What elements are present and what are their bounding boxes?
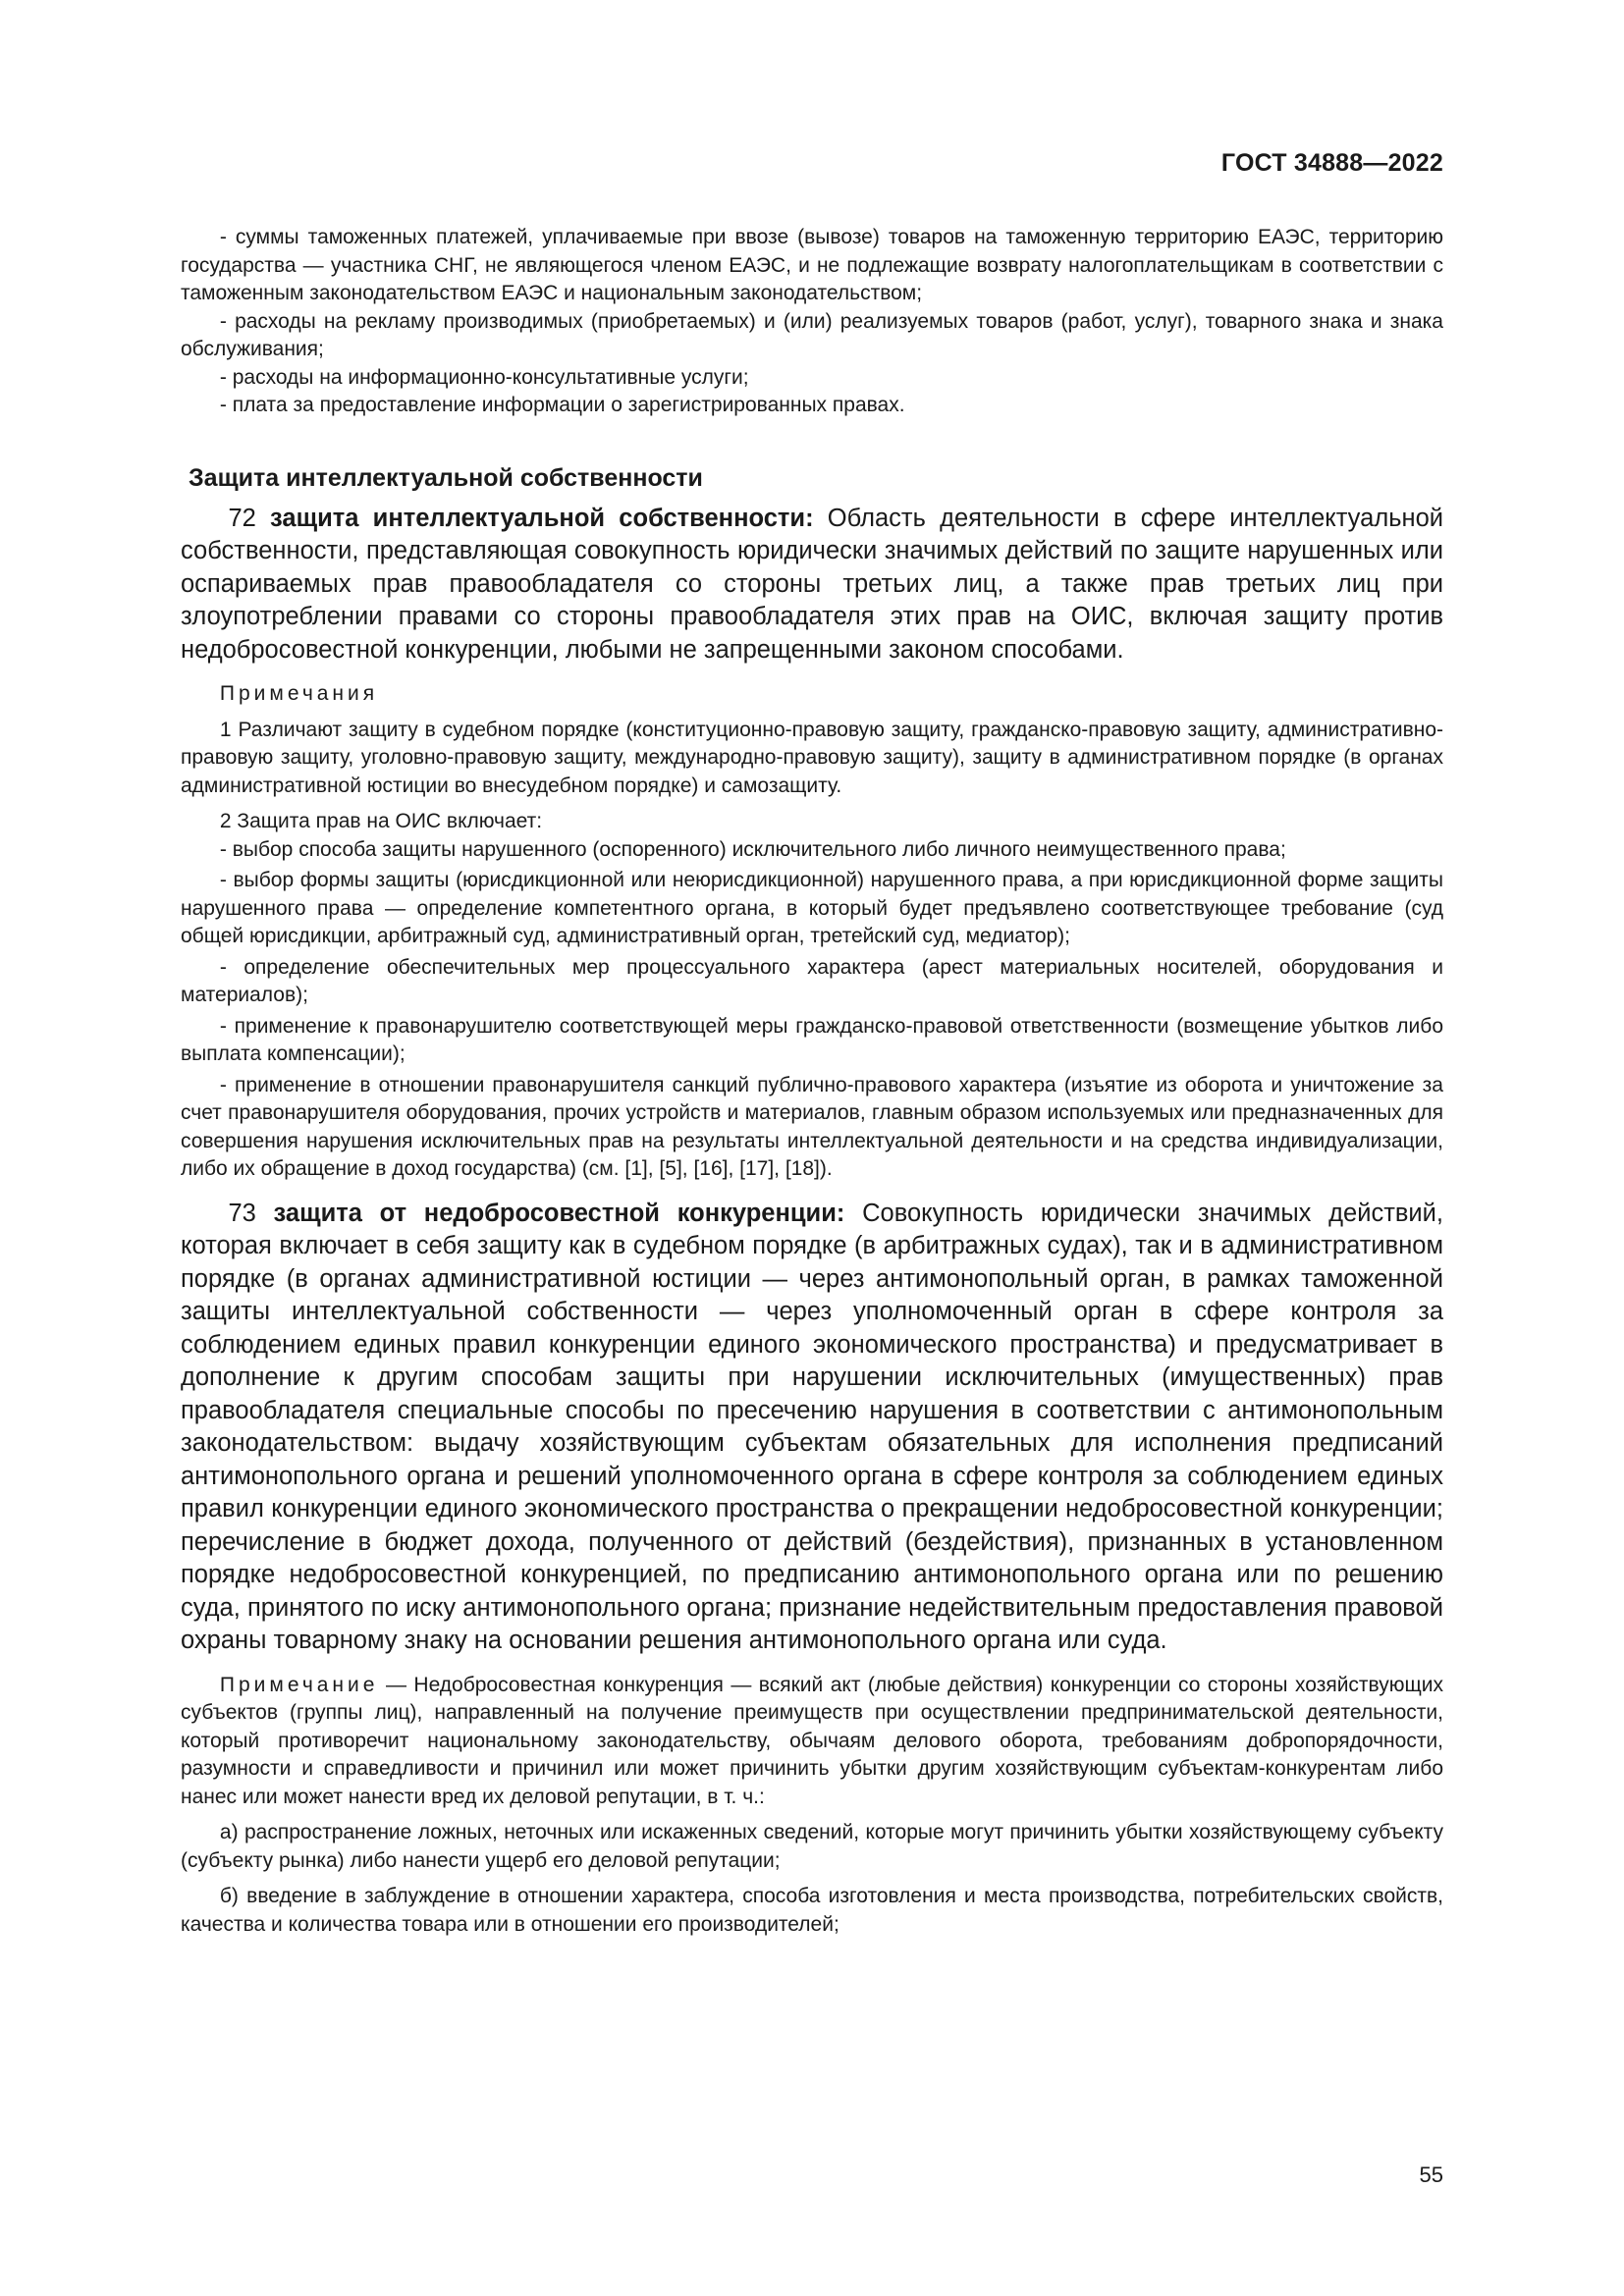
intro-item-information-fee: - плата за предоставление информации о зарегистрированных правах. [219,394,905,416]
term-72-definition: Область деятельности в сфере интеллектуальной собственности, представляющая совокупность юридически значимых действий по защите нарушенных или оспариваемых прав правообладателя со стороны третьих лиц, а также прав третьих лиц при злоупотреблении правами со стороны правообладателя этих прав на ОИС, включая защиту против недобросовестной конкуренции, любыми не запрещенными законом способами. [181,504,1443,664]
intro-item-customs: - суммы таможенных платежей, уплачиваемые при ввозе (вывозе) товаров на таможенную территорию ЕАЭС, территорию государства — участника СНГ, не являющегося членом ЕАЭС, и не подлежащие возврату налогоплательщикам в соответствии с таможенным законодательством ЕАЭС и национальным законодательством; [181,226,1443,304]
note-73-text: — Недобросовестная конкуренция — всякий акт (любые действия) конкуренции со стороны хозяйствующих субъектов (группы лиц), направленный на получение преимуществ при осуществлении предпринимательской деятельности, который противоречит национальному законодательству, обычаям делового оборота, требованиям добропорядочности, разумности и справедливости и причинил или может причинить убытки другим хозяйствующим субъектам-конкурентам либо нанес или может нанести вред их деловой репутации, в т. ч.: [181,1673,1443,1808]
intro-item-advertising: - расходы на рекламу производимых (приобретаемых) и (или) реализуемых товаров (работ, услуг), товарного знака и знака обслуживания; [181,309,1443,360]
notes-72-item: - выбор способа защиты нарушенного (оспоренного) исключительного либо личного неимущественного права; [219,837,1286,861]
intro-list [181,224,1443,420]
note-73-item-b: б) введение в заблуждение в отношении характера, способа изготовления и места производства, потребительских свойств, качества и количества товара или в отношении его производителей; [181,1885,1443,1936]
term-72-title: защита интеллектуальной собственности: [270,504,814,532]
notes-72-label: Примечания [219,682,379,705]
note-73-item-a: а) распространение ложных, неточных или искаженных сведений, которые могут причинить убытки хозяйствующему субъекту (субъекту рынка) либо нанести ущерб его деловой репутации; [181,1821,1443,1872]
notes-72-item: - применение в отношении правонарушителя санкций публично-правового характера (изъятие из оборота и уничтожение за счет правонарушителя оборудования, прочих устройств и материалов, главным образом используемых или предназначенных для совершения нарушения исключительных прав на результаты интеллектуальной деятельности и на средства индивидуализации, либо их обращение в доход государства) (см. [1], [5], [16], [17], [18]). [181,1073,1443,1180]
page-number: 55 [1419,2163,1443,2187]
notes-72-item: - применение к правонарушителю соответствующей меры гражданско-правовой ответственности (возмещение убытков либо выплата компенсации); [181,1014,1443,1065]
document-code: ГОСТ 34888—2022 [1220,149,1443,177]
term-73-number: 73 [228,1199,256,1227]
notes-72-item: - выбор формы защиты (юрисдикционной или неюрисдикционной) нарушенного права, а при юрисдикционной форме защиты нарушенного права — определение компетентного органа, в который будет предъявлено соответствующее требование (суд общей юрисдикции, арбитражный суд, административный орган, третейский суд, медиатор); [181,869,1443,947]
page-content [181,224,1443,1939]
section-heading: Защита интеллектуальной собственности [189,463,703,492]
term-73-definition: Совокупность юридически значимых действий, которая включает в себя защиту как в судебном порядке (в арбитражных судах), так и в административном порядке (в органах административной юстиции — через антимонопольный орган, в рамках таможенной защиты интеллектуальной собственности — через уполномоченный орган в сфере контроля за соблюдением единых правил конкуренции единого экономического пространства) и предусматривает в дополнение к другим способам защиты при нарушении исключительных (имущественных) прав правообладателя специальные способы по пресечению нарушения в соответствии с антимонопольным законодательством: выдачу хозяйствующим субъектам обязательных для исполнения предписаний антимонопольного органа и решений уполномоченного органа в сфере контроля за соблюдением единых правил конкуренции единого экономического пространства о прекращении недобросовестной конкуренции; перечисление в бюджет дохода, полученного от действий (бездействия), признанных в установленном порядке недобросовестной конкуренцией, по предписанию антимонопольного органа или по решению суда, принятого по иску антимонопольного органа; признание недействительным предоставления правовой охраны товарному знаку на основании решения антимонопольного органа или суда. [181,1199,1443,1654]
note-73-label: Примечание [219,1673,379,1696]
term-72 [181,503,1443,667]
term-73-title: защита от недобросовестной конкуренции: [273,1199,845,1227]
notes-72-item: - определение обеспечительных мер процессуального характера (арест материальных носителей, оборудования и материалов); [181,955,1443,1006]
note-73 [181,1672,1443,1812]
notes-72-note-1: 1 Различают защиту в судебном порядке (конституционно-правовую защиту, гражданско-правовую защиту, административно-правовую защиту, уголовно-правовую защиту, международно-правовую защиту), защиту в административном порядке (в органах административной юстиции во внесудебном порядке) и самозащиту. [181,718,1443,797]
notes-72-note-2-intro: 2 Защита прав на ОИС включает: [219,810,543,832]
term-73 [181,1198,1443,1658]
intro-item-consulting: - расходы на информационно-консультативные услуги; [219,365,749,389]
term-72-number: 72 [228,504,256,532]
